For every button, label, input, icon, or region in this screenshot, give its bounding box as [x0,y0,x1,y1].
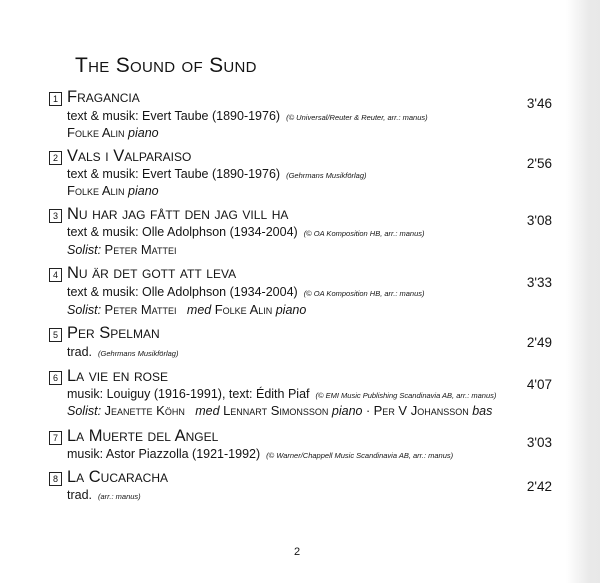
performer-instrument: piano [128,184,159,198]
track-soloist [67,403,492,418]
track-number: 7 [49,431,62,445]
track-credit [67,447,453,461]
track-soloist [67,302,306,317]
track-title: La Muerte del Angel [67,427,219,445]
page-title: The Sound of Sund [75,54,257,77]
track-credit [67,387,496,401]
track-performer [67,125,159,140]
publisher-note: (© OA Komposition HB, arr.: manus) [303,229,425,238]
track-soloist [67,242,176,257]
separator-dot: · [365,404,371,418]
credit-text: musik: Astor Piazzolla (1921-1992) [67,447,261,461]
performer-name: Folke Alin [67,125,125,140]
credit-text: musik: Louiguy (1916-1991), text: Édith Piaf [67,387,310,401]
accompanist-name: Folke Alin [214,302,273,317]
publisher-note: (© EMI Music Publishing Scandinavia AB, arr.: manus) [315,391,497,400]
track-duration: 2'49 [526,335,552,350]
track-duration: 3'46 [526,96,552,111]
track-number: 8 [49,472,62,486]
track-credit [67,167,367,181]
track-performer [67,183,159,198]
track-number: 6 [49,371,62,385]
track-title: La vie en rose [67,367,168,385]
track-duration: 3'08 [526,213,552,228]
track-number: 3 [49,209,62,223]
track-number: 5 [49,328,62,342]
publisher-note: (arr.: manus) [98,492,141,501]
track-title: Fragancia [67,88,140,106]
accompanist-name: Lennart Simonsson [223,403,329,418]
track-title: La Cucaracha [67,468,169,486]
track-number: 4 [49,268,62,282]
track-duration: 3'03 [526,435,552,450]
track-credit [67,109,428,123]
publisher-note: (© OA Komposition HB, arr.: manus) [303,289,425,298]
publisher-note: (Gehrmans Musikförlag) [98,349,179,358]
soloist-name: Peter Mattei [104,302,177,317]
credit-text: text & musik: Evert Taube (1890-1976) [67,109,281,123]
soloist-label: Solist: [67,243,102,257]
track-number: 1 [49,92,62,106]
page-edge-shadow [566,0,600,583]
track-credit [67,345,178,359]
soloist-name: Jeanette Köhn [104,403,185,418]
track-duration: 3'33 [526,275,552,290]
publisher-note: (Gehrmans Musikförlag) [286,171,367,180]
accompanist-2-instrument: bas [472,404,493,418]
med-word: med [186,303,212,317]
publisher-note: (© Warner/Chappell Music Scandinavia AB, arr.: manus) [266,451,454,460]
performer-instrument: piano [128,126,159,140]
credit-text: text & musik: Olle Adolphson (1934-2004) [67,285,298,299]
publisher-note: (© Universal/Reuter & Reuter, arr.: manus) [286,113,428,122]
track-title: Per Spelman [67,324,160,342]
track-number: 2 [49,151,62,165]
accompanist-instrument: piano [331,404,363,418]
track-duration: 2'42 [526,479,552,494]
soloist-name: Peter Mattei [104,242,177,257]
credit-text: text & musik: Evert Taube (1890-1976) [67,167,281,181]
credit-text: text & musik: Olle Adolphson (1934-2004) [67,225,298,239]
med-word: med [195,404,220,418]
track-title: Nu har jag fått den jag vill ha [67,205,289,223]
credit-text: trad. [67,488,93,502]
track-duration: 4'07 [526,377,552,392]
page-number: 2 [294,546,301,558]
soloist-label: Solist: [67,404,102,418]
credit-text: trad. [67,345,93,359]
performer-name: Folke Alin [67,183,125,198]
track-credit [67,488,141,502]
track-title: Vals i Valparaiso [67,147,192,165]
accompanist-2-name: Per V Johansson [373,403,469,418]
soloist-label: Solist: [67,303,102,317]
track-credit [67,225,425,239]
track-title: Nu är det gott att leva [67,264,237,282]
track-duration: 2'56 [526,156,552,171]
accompanist-instrument: piano [275,303,307,317]
track-credit [67,285,425,299]
